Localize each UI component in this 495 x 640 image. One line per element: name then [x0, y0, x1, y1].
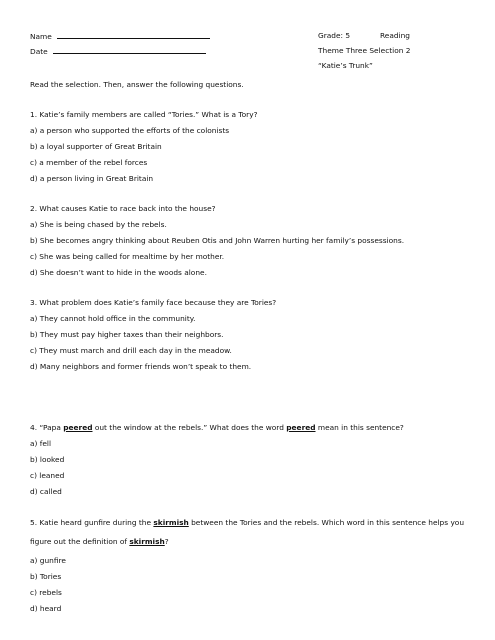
question-5-option-a: a) gunfire: [30, 556, 66, 565]
question-5-option-b: b) Tories: [30, 572, 62, 581]
question-1-option-b: b) a loyal supporter of Great Britain: [30, 142, 162, 151]
question-3-option-d: d) Many neighbors and former friends won’t speak to them.: [30, 362, 252, 371]
question-5-stem-continued: [30, 537, 169, 547]
question-3-option-a: a) They cannot hold office in the community.: [30, 314, 196, 323]
question-4-stem: [30, 423, 404, 433]
question-5-text-1: 5. Katie heard gunfire during the: [30, 518, 154, 527]
question-5-text-2: between the Tories and the rebels. Which word in this sentence helps you: [188, 518, 465, 527]
story-title: “Katie’s Trunk”: [318, 61, 373, 70]
question-4-option-a: a) fell: [30, 439, 52, 448]
question-3-option-c: c) They must march and drill each day in the meadow.: [30, 346, 232, 355]
question-4-text-1: 4. “Papa: [30, 423, 64, 432]
question-3-option-b: b) They must pay higher taxes than their neighbors.: [30, 330, 224, 339]
question-5-text-3: figure out the definition of: [30, 537, 130, 546]
name-label: Name: [30, 32, 52, 41]
vocab-word-peered: peered: [63, 423, 93, 432]
subject: Reading: [380, 31, 410, 40]
question-2-option-a: a) She is being chased by the rebels.: [30, 220, 167, 229]
question-4-option-d: d) called: [30, 487, 62, 496]
date-field[interactable]: [30, 46, 206, 57]
question-4-option-b: b) looked: [30, 455, 65, 464]
grade: Grade: 5: [318, 31, 351, 40]
date-label: Date: [30, 47, 48, 56]
question-4-text-2: out the window at the rebels.” What does the word: [92, 423, 287, 432]
question-2-option-b: b) She becomes angry thinking about Reuben Otis and John Warren hurting her family’s possessions.: [30, 236, 405, 245]
vocab-word-skirmish: skirmish: [129, 537, 165, 546]
question-1-option-d: d) a person living in Great Britain: [30, 174, 154, 183]
question-2-option-d: d) She doesn’t want to hide in the woods alone.: [30, 268, 207, 277]
instructions: Read the selection. Then, answer the following questions.: [30, 80, 244, 89]
question-4-text-3: mean in this sentence?: [315, 423, 404, 432]
date-blank[interactable]: [53, 46, 206, 54]
question-5-text-4: ?: [164, 537, 169, 546]
theme: Theme Three Selection 2: [318, 46, 411, 55]
vocab-word-skirmish: skirmish: [153, 518, 189, 527]
question-5-stem: [30, 518, 464, 528]
question-1-stem: 1. Katie’s family members are called “Tories.” What is a Tory?: [30, 110, 258, 119]
question-2-stem: 2. What causes Katie to race back into the house?: [30, 204, 216, 213]
question-1-option-c: c) a member of the rebel forces: [30, 158, 148, 167]
vocab-word-peered: peered: [286, 423, 316, 432]
question-3-stem: 3. What problem does Katie’s family face because they are Tories?: [30, 298, 277, 307]
question-5-option-d: d) heard: [30, 604, 62, 613]
name-blank[interactable]: [57, 31, 210, 39]
question-1-option-a: a) a person who supported the efforts of the colonists: [30, 126, 230, 135]
question-5-option-c: c) rebels: [30, 588, 62, 597]
question-4-option-c: c) leaned: [30, 471, 65, 480]
name-field[interactable]: [30, 31, 210, 42]
question-2-option-c: c) She was being called for mealtime by her mother.: [30, 252, 225, 261]
